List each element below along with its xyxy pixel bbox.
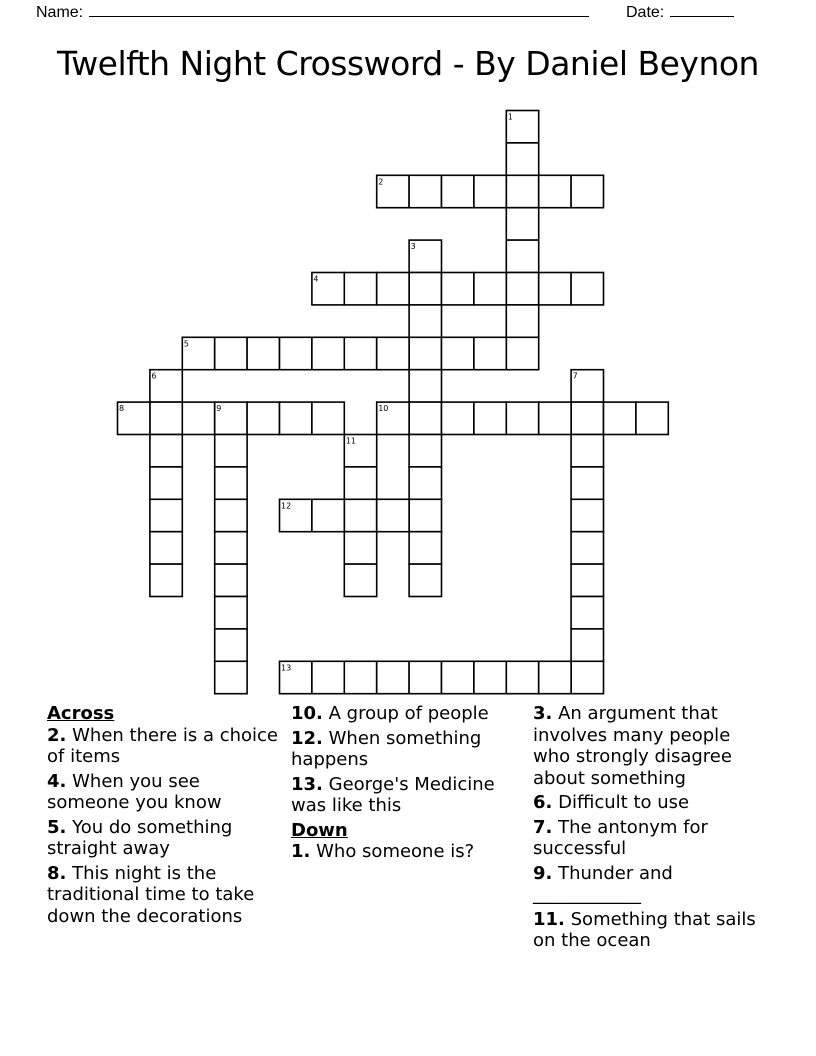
grid-cell[interactable] <box>506 337 538 369</box>
grid-cell[interactable] <box>312 402 344 434</box>
grid-cell[interactable] <box>539 175 571 207</box>
grid-cell[interactable] <box>539 402 571 434</box>
grid-cell[interactable] <box>442 337 474 369</box>
grid-cell[interactable] <box>474 273 506 305</box>
grid-cell[interactable] <box>182 402 214 434</box>
grid-cell[interactable] <box>377 273 409 305</box>
grid-cell[interactable] <box>571 467 603 499</box>
clue-across-10: 10. A group of people <box>291 703 489 724</box>
grid-cell[interactable] <box>344 499 376 531</box>
clue-number: 6 <box>151 371 157 381</box>
grid-cell[interactable] <box>474 661 506 693</box>
grid-cell[interactable] <box>377 337 409 369</box>
grid-cell[interactable] <box>571 564 603 596</box>
clue-number: 12 <box>281 501 292 511</box>
clue-number: 8 <box>119 404 125 414</box>
date-label: Date: <box>626 4 665 21</box>
grid-cell[interactable] <box>215 337 247 369</box>
grid-cell[interactable] <box>215 532 247 564</box>
clue-number: 13 <box>281 663 292 673</box>
grid-cell[interactable] <box>247 402 279 434</box>
down-heading: Down <box>291 819 348 841</box>
clue-number: 5 <box>183 339 189 349</box>
clue-number: 1 <box>507 112 513 122</box>
grid-cell[interactable] <box>506 305 538 337</box>
grid-cell[interactable] <box>344 661 376 693</box>
grid-cell[interactable] <box>571 661 603 693</box>
clue-across-8: 8. This night is the traditional time to take down the decorations <box>47 862 255 927</box>
grid-cell[interactable] <box>344 564 376 596</box>
grid-cell[interactable] <box>215 467 247 499</box>
clue-across-5: 5. You do something straight away <box>47 816 233 859</box>
clue-number: 2 <box>378 177 384 187</box>
clue-number: 4 <box>313 274 319 284</box>
clue-number: 11 <box>345 436 356 446</box>
grid-cell[interactable] <box>150 532 182 564</box>
clue-across-4: 4. When you see someone you know <box>47 770 222 813</box>
grid-cell[interactable] <box>215 564 247 596</box>
grid-cell[interactable] <box>312 499 344 531</box>
grid-cell[interactable] <box>571 532 603 564</box>
grid-cell[interactable] <box>539 273 571 305</box>
grid-cell[interactable] <box>506 240 538 272</box>
grid-cell[interactable] <box>506 208 538 240</box>
grid-cell[interactable] <box>571 435 603 467</box>
grid-cell[interactable] <box>442 661 474 693</box>
grid-cell[interactable] <box>344 337 376 369</box>
clue-down-6: 6. Difficult to use <box>533 792 690 813</box>
grid-cell[interactable] <box>215 435 247 467</box>
grid-cell[interactable] <box>506 143 538 175</box>
grid-cell[interactable] <box>571 597 603 629</box>
grid-cell[interactable] <box>150 435 182 467</box>
grid-cell[interactable] <box>409 175 441 207</box>
grid-cell[interactable] <box>409 402 441 434</box>
grid-cell[interactable] <box>506 175 538 207</box>
grid-cell[interactable] <box>636 402 668 434</box>
grid-cell[interactable] <box>506 661 538 693</box>
grid-cell[interactable] <box>409 564 441 596</box>
grid-cell[interactable] <box>409 305 441 337</box>
clue-down-11: 11. Something that sails on the ocean <box>533 908 756 951</box>
across-heading: Across <box>47 703 115 724</box>
clue-across-12: 12. When something happens <box>291 727 482 770</box>
clue-number: 9 <box>216 404 222 414</box>
grid-cell[interactable] <box>442 273 474 305</box>
grid-cell[interactable] <box>604 402 636 434</box>
grid-cell[interactable] <box>312 661 344 693</box>
grid-cell[interactable] <box>571 629 603 661</box>
grid-cell[interactable] <box>312 337 344 369</box>
grid-cell[interactable] <box>215 629 247 661</box>
grid-cell[interactable] <box>409 499 441 531</box>
grid-cell[interactable] <box>409 435 441 467</box>
clue-down-7: 7. The antonym for successful <box>533 816 708 859</box>
clue-number: 3 <box>410 242 416 252</box>
grid-cell[interactable] <box>506 402 538 434</box>
grid-cell[interactable] <box>409 273 441 305</box>
grid-cell[interactable] <box>539 661 571 693</box>
grid-cell[interactable] <box>344 273 376 305</box>
grid-cell[interactable] <box>571 175 603 207</box>
clue-down-1: 1. Who someone is? <box>291 841 475 862</box>
clues-column-3 <box>533 703 758 955</box>
name-label: Name: <box>36 4 84 21</box>
grid-cell[interactable] <box>150 467 182 499</box>
grid-cell[interactable] <box>571 499 603 531</box>
grid-cell[interactable] <box>150 564 182 596</box>
grid-cell[interactable] <box>280 402 312 434</box>
grid-cell[interactable] <box>571 273 603 305</box>
grid-cell[interactable] <box>150 402 182 434</box>
grid-cell[interactable] <box>215 661 247 693</box>
clue-down-9: 9. Thunder and ____________ <box>533 862 673 905</box>
grid-cell[interactable] <box>409 532 441 564</box>
grid-cell[interactable] <box>344 467 376 499</box>
grid-cell[interactable] <box>474 402 506 434</box>
grid-cell[interactable] <box>442 175 474 207</box>
grid-cell[interactable] <box>247 337 279 369</box>
grid-cell[interactable] <box>506 273 538 305</box>
grid-cell[interactable] <box>409 661 441 693</box>
clue-across-13: 13. George's Medicine was like this <box>291 773 495 816</box>
clues-column-2 <box>291 703 516 866</box>
grid-cell[interactable] <box>377 499 409 531</box>
clue-number: 7 <box>572 371 578 381</box>
grid-cell[interactable] <box>150 499 182 531</box>
grid-cell[interactable] <box>377 661 409 693</box>
grid-cell[interactable] <box>280 337 312 369</box>
grid-cell[interactable] <box>215 499 247 531</box>
clue-number: 10 <box>378 404 389 414</box>
grid-cell[interactable] <box>409 337 441 369</box>
page-title: Twelfth Night Crossword - By Daniel Beynon <box>57 44 759 83</box>
grid-cell[interactable] <box>442 402 474 434</box>
clues-column-1 <box>47 703 287 930</box>
grid-cell[interactable] <box>215 597 247 629</box>
grid-cell[interactable] <box>409 467 441 499</box>
grid-cell[interactable] <box>409 370 441 402</box>
grid-cell[interactable] <box>474 337 506 369</box>
grid-cell[interactable] <box>474 175 506 207</box>
clue-down-3: 3. An argument that involves many people who strongly disagree about something <box>533 703 732 789</box>
clue-across-2: 2. When there is a choice of items <box>47 724 279 767</box>
grid-cell[interactable] <box>571 402 603 434</box>
grid-cell[interactable] <box>344 532 376 564</box>
